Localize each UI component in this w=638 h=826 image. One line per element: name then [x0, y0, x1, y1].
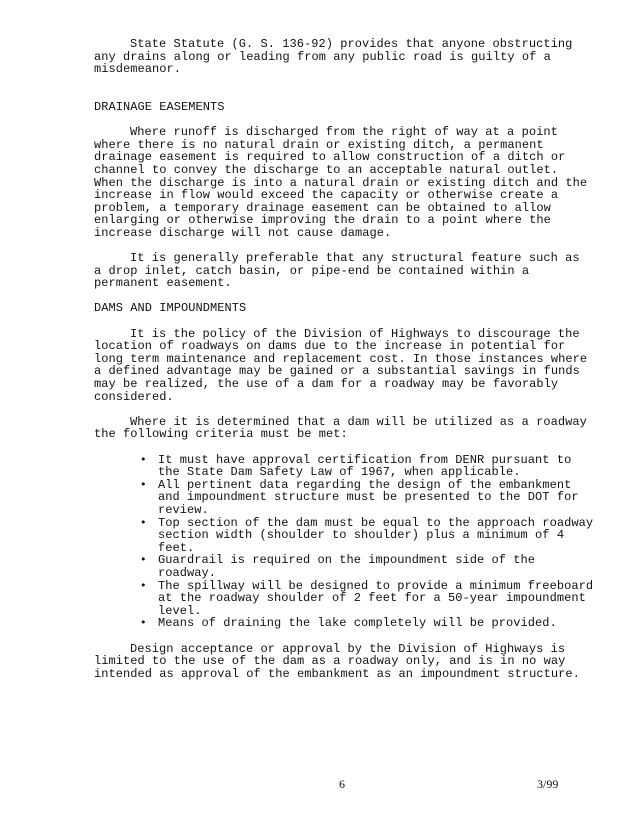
criteria-text: Means of draining the lake completely will be provided. [158, 616, 557, 631]
criteria-item [94, 580, 594, 618]
document-body [94, 38, 594, 693]
bullet-icon: • [140, 616, 147, 630]
bullet-icon: • [140, 553, 147, 567]
dams-paragraph-1: It is the policy of the Division of Highways to discourage the location of roadways on dams due to the increase in potential for long term maintenance and replacement cost. In those instances where a defined advantage may be gained or a substantial savings in funds may be realized, the use of a dam for a roadway may be favorably considered. [94, 326, 588, 404]
criteria-text: Guardrail is required on the impoundment side of the roadway. [158, 553, 536, 580]
dams-paragraph-3: Design acceptance or approval by the Division of Highways is limited to the use of the dam as a roadway only, and is in no way intended as approval of the embankment as an impoundment structure. [94, 641, 580, 681]
criteria-item [94, 454, 594, 479]
criteria-text: It must have approval certification from DENR pursuant to the State Dam Safety Law of 1967, when applicable. [158, 452, 572, 480]
criteria-text: All pertinent data regarding the design of the embankment and impoundment structure must be presented to the DOT for review. [158, 477, 579, 517]
criteria-list [94, 454, 594, 630]
bullet-icon: • [140, 477, 147, 491]
heading-dams-impoundments: DAMS AND IMPOUNDMENTS [94, 301, 247, 316]
criteria-item [94, 617, 594, 630]
page-number: 6 [339, 777, 345, 791]
criteria-item [94, 517, 594, 555]
criteria-item [94, 554, 594, 579]
easement-paragraph-2: It is generally preferable that any structural feature such as a drop inlet, catch basin, or pipe-end be contained within a permanent easement. [94, 251, 580, 291]
dams-paragraph-2: Where it is determined that a dam will be utilized as a roadway the following criteria must be met: [94, 414, 587, 442]
criteria-item [94, 479, 594, 517]
bullet-icon: • [140, 515, 147, 529]
statute-paragraph: State Statute (G. S. 136-92) provides that anyone obstructing any drains along or leading from any public road is guilty of a misdemeanor. [94, 37, 573, 77]
bullet-icon: • [140, 578, 147, 592]
heading-drainage-easements: DRAINAGE EASEMENTS [94, 99, 225, 114]
revision-date: 3/99 [537, 777, 559, 791]
criteria-text: Top section of the dam must be equal to the approach roadway section width (shoulder to shoulder) plus a minimum of 4 feet. [158, 515, 594, 555]
easement-paragraph-1: Where runoff is discharged from the right of way at a point where there is no natural drain or existing ditch, a permanent drainage easement is required to allow construction of a ditch or channel to convey the discharge to an acceptable natural outlet. When the discharge is into a natural drain or existing ditch and the increase in flow would exceed the capacity or otherwise create a problem, a temporary drainage easement can be obtained to allow enlarging or otherwise improving the drain to a point where the increase discharge will not cause damage. [94, 125, 588, 240]
bullet-icon: • [140, 452, 147, 466]
criteria-text: The spillway will be designed to provide a minimum freeboard at the roadway shoulder of 2 feet for a 50-year impoundment level. [158, 578, 594, 618]
